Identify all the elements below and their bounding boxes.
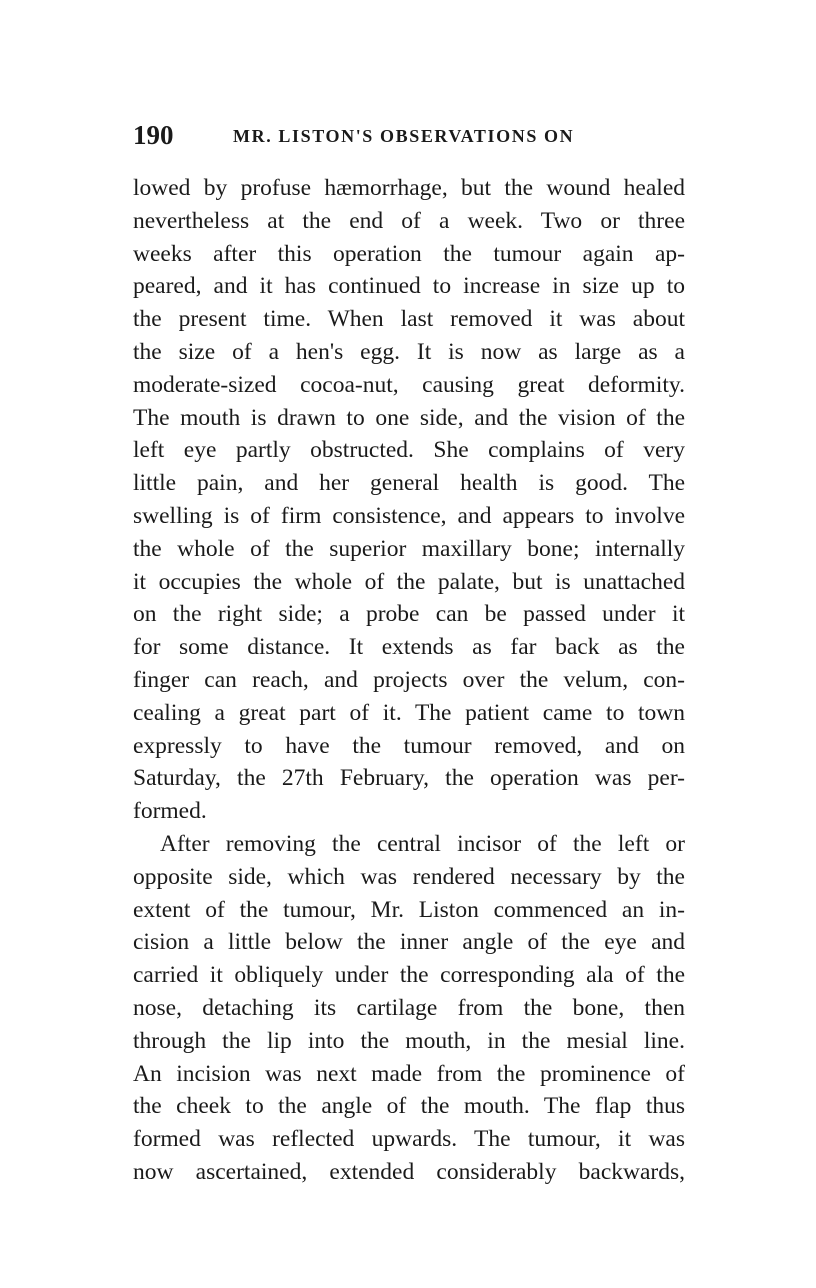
text-line: expressly to have the tumour removed, and on — [133, 732, 685, 759]
page-number: 190 — [133, 120, 174, 150]
text-line: An incision was next made from the prominence of — [133, 1060, 685, 1087]
text-line: peared, and it has continued to increase in size up to — [133, 273, 685, 300]
text-line: it occupies the whole of the palate, but is unattached — [133, 568, 685, 595]
text-line: weeks after this operation the tumour again ap- — [133, 240, 685, 267]
text-line: through the lip into the mouth, in the mesial line. — [133, 1027, 685, 1054]
text-line: extent of the tumour, Mr. Liston commenced an in- — [133, 896, 685, 923]
text-line: carried it obliquely under the corresponding ala of the — [133, 962, 685, 989]
text-line: swelling is of firm consistence, and appears to involve — [133, 502, 685, 529]
text-line: little pain, and her general health is good. The — [133, 470, 685, 497]
text-line: the cheek to the angle of the mouth. The flap thus — [133, 1093, 685, 1120]
text-line: lowed by profuse hæmorrhage, but the wound healed — [133, 175, 685, 201]
text-line: the present time. When last removed it was about — [133, 306, 685, 333]
text-line: cision a little below the inner angle of the eye and — [133, 929, 685, 956]
text-line: formed was reflected upwards. The tumour, it was — [133, 1126, 685, 1153]
text-line: cealing a great part of it. The patient came to town — [133, 699, 685, 726]
text-line: nevertheless at the end of a week. Two or three — [133, 207, 685, 234]
text-line: the whole of the superior maxillary bone; internally — [133, 535, 685, 562]
text-line: finger can reach, and projects over the velum, con- — [133, 666, 685, 693]
text-line: now ascertained, extended considerably backwards, — [133, 1158, 685, 1185]
text-line: on the right side; a probe can be passed under it — [133, 601, 685, 628]
text-line: moderate-sized cocoa-nut, causing great deformity. — [133, 371, 685, 398]
page-header — [133, 117, 693, 153]
text-line: left eye partly obstructed. She complains of very — [133, 437, 685, 464]
text-line: the size of a hen's egg. It is now as large as a — [133, 338, 685, 365]
running-head: MR. LISTON'S OBSERVATIONS ON — [233, 126, 575, 146]
text-line: The mouth is drawn to one side, and the vision of the — [133, 404, 685, 431]
body-text — [133, 172, 685, 1189]
text-line: Saturday, the 27th February, the operation was per- — [133, 765, 685, 792]
text-line: for some distance. It extends as far back as the — [133, 634, 685, 661]
text-line: opposite side, which was rendered necessary by the — [133, 863, 685, 890]
text-line: nose, detaching its cartilage from the bone, then — [133, 994, 685, 1021]
paragraph-end-line: formed. — [133, 798, 207, 825]
paragraph-start-line: After removing the central incisor of the left or — [160, 830, 685, 857]
